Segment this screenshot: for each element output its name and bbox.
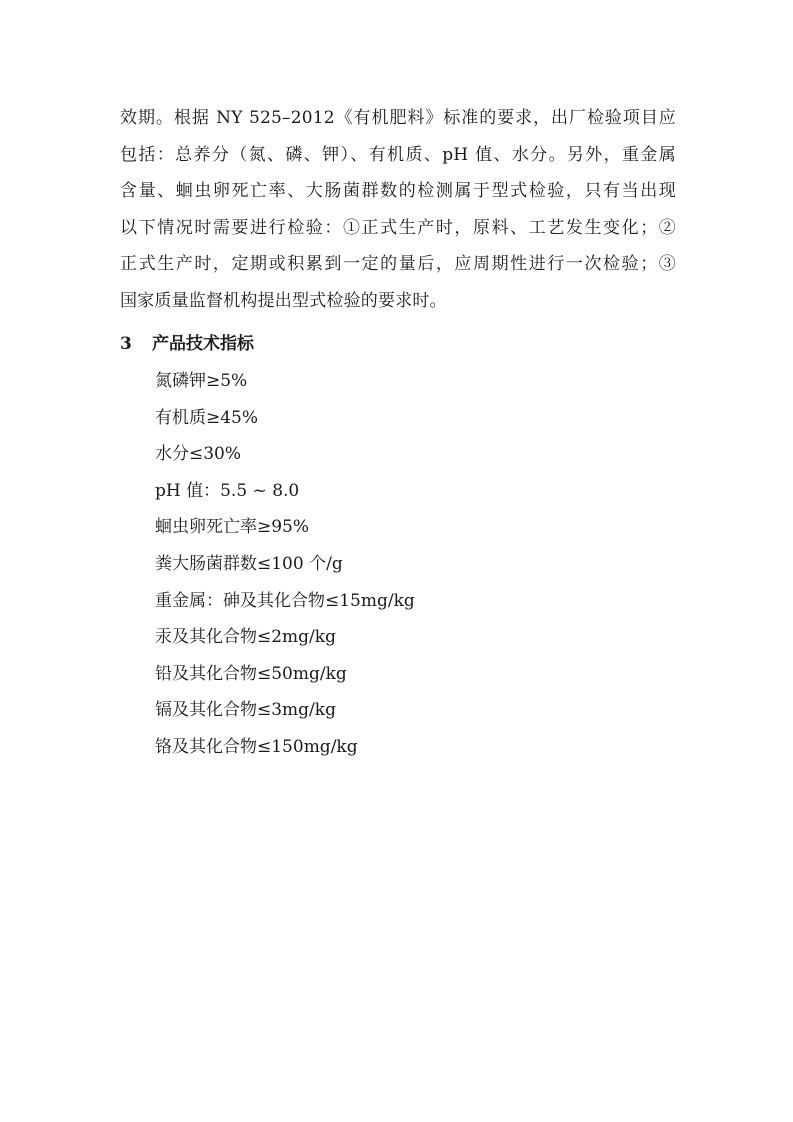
paragraph-line: 正式生产时，定期或积累到一定的量后，应周期性进行一次检验；③ — [120, 254, 676, 274]
spec-item: 水分≤30% — [155, 444, 242, 465]
spec-item: 有机质≥45% — [155, 407, 259, 428]
spec-item: 蛔虫卵死亡率≥95% — [155, 517, 310, 538]
spec-item: 铅及其化合物≤50mg/kg — [155, 663, 347, 684]
paragraph-line: 包括：总养分（氮、磷、钾）、有机质、pH 值、水分。另外，重金属 — [120, 144, 676, 165]
spec-item: 氮磷钾≥5% — [155, 371, 248, 391]
spec-item: 汞及其化合物≤2mg/kg — [155, 627, 336, 648]
spec-list — [155, 366, 415, 769]
spec-item: 镉及其化合物≤3mg/kg — [155, 700, 336, 721]
spec-item: pH 值：5.5 ~ 8.0 — [155, 480, 300, 501]
section-heading — [120, 329, 254, 359]
body-paragraph — [120, 100, 676, 319]
paragraph-line: 含量、蛔虫卵死亡率、大肠菌群数的检测属于型式检验，只有当出现 — [120, 181, 676, 201]
spec-item: 铬及其化合物≤150mg/kg — [155, 736, 358, 757]
section-title: 产品技术指标 — [152, 334, 254, 354]
paragraph-line: 以下情况时需要进行检验：①正式生产时，原料、工艺发生变化；② — [120, 217, 676, 238]
section-number: 3 — [120, 334, 132, 354]
paragraph-line: 效期。根据 NY 525–2012《有机肥料》标准的要求，出厂检验项目应 — [120, 108, 676, 128]
spec-item: 粪大肠菌群数≤100 个/g — [155, 553, 343, 574]
spec-item: 重金属：砷及其化合物≤15mg/kg — [155, 590, 415, 611]
paragraph-line: 国家质量监督机构提出型式检验的要求时。 — [120, 290, 447, 311]
